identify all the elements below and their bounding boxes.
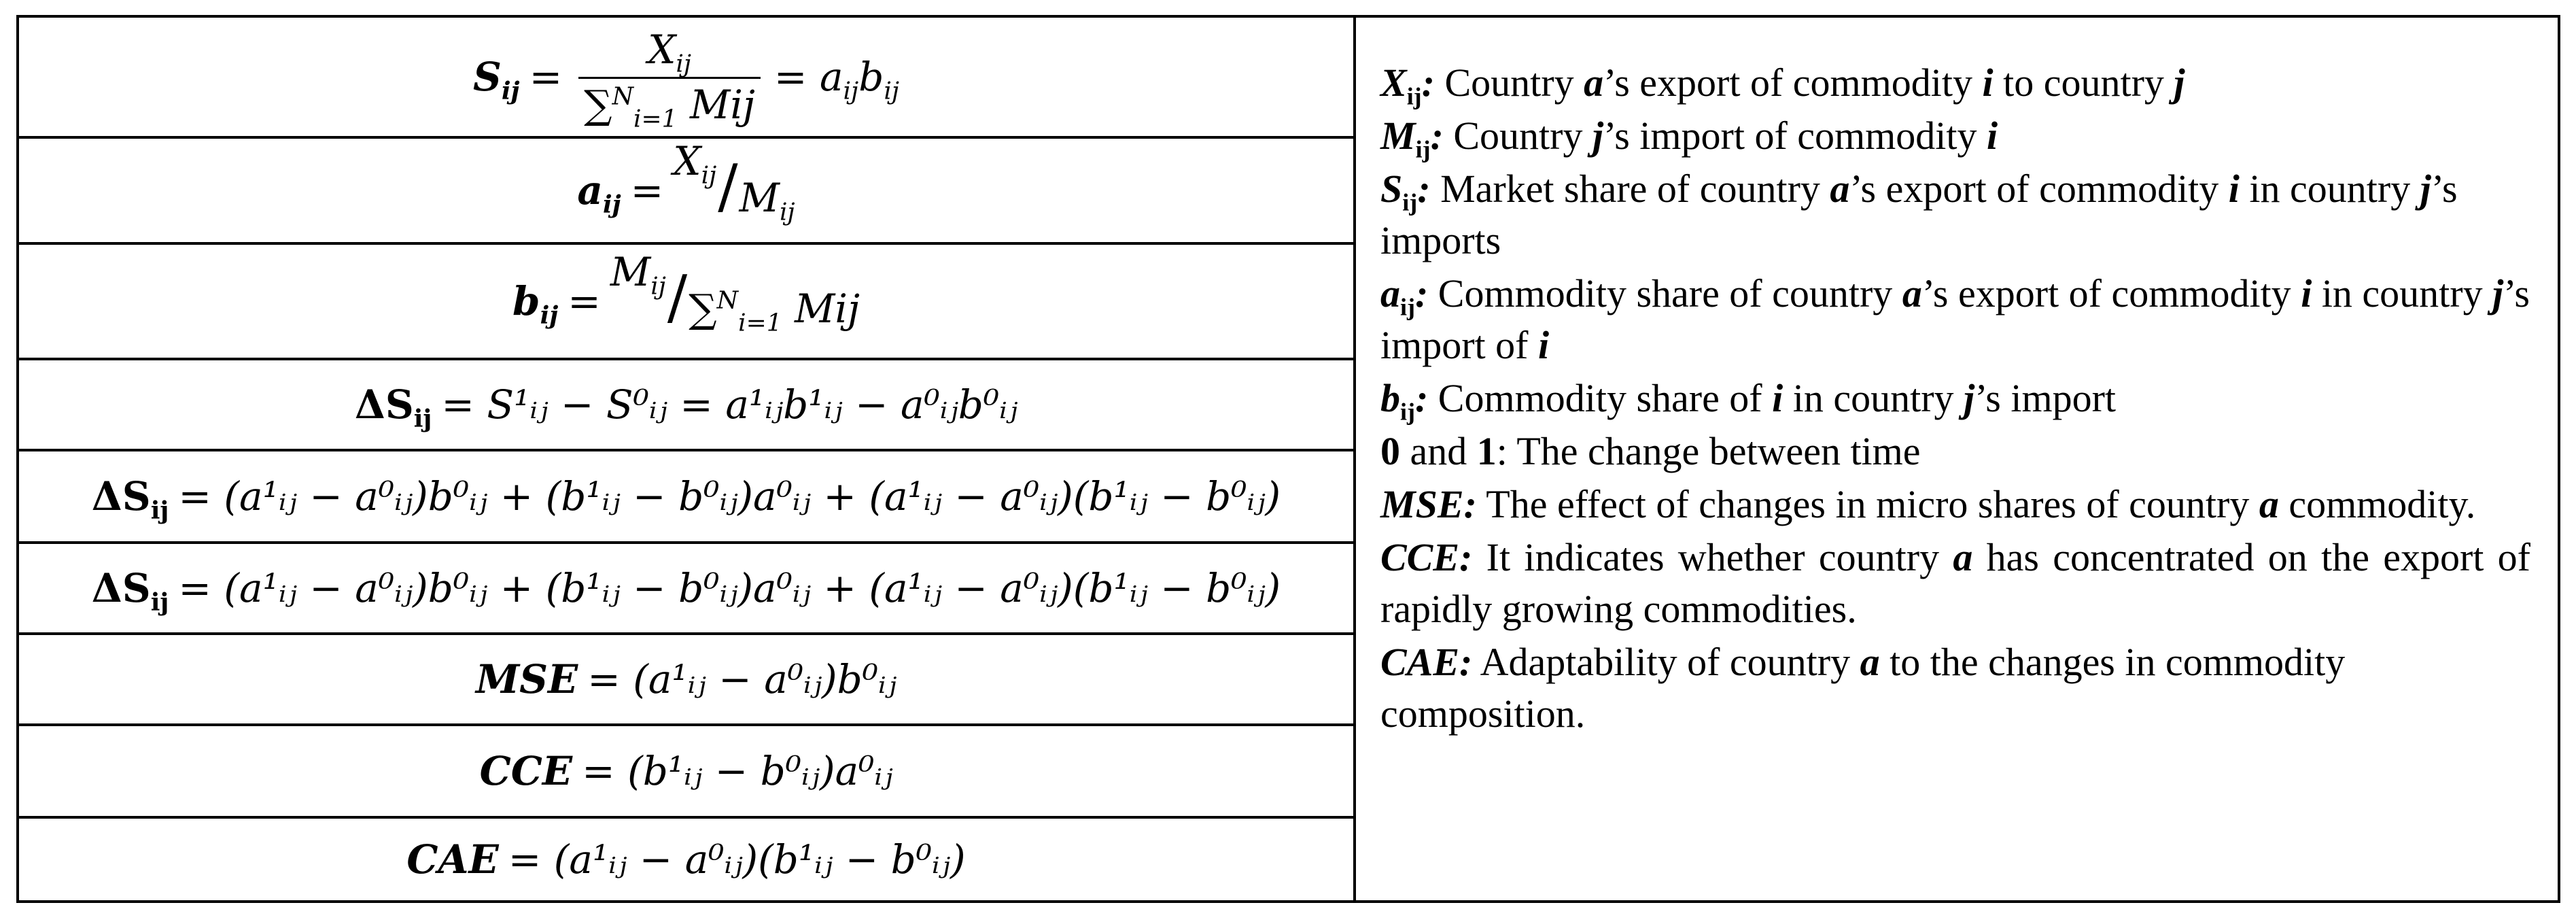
def-var: i [1537, 323, 1550, 367]
equals-sign: = [568, 278, 601, 324]
eq-subscript: ij [701, 161, 717, 190]
equation-delta-s-2 [19, 451, 1353, 544]
def-var: a [1953, 535, 1973, 579]
def-var: j [1592, 114, 1604, 158]
eq-subscript: ij [884, 77, 899, 105]
def-var: i [1772, 376, 1783, 420]
def-var: j [2492, 271, 2504, 315]
eq-symbol: ΔS [91, 473, 151, 519]
def-text: in country [2239, 167, 2420, 211]
eq-subscript: ij [843, 77, 859, 105]
def-text: to country [1993, 61, 2174, 105]
eq-subscript: ij [603, 190, 621, 219]
term-colon: : [1414, 271, 1429, 315]
eq-symbol: X [673, 139, 701, 184]
def-term [1380, 271, 1429, 321]
term-symbol: S [1380, 167, 1403, 211]
eq-subscript: ij [650, 272, 666, 301]
definition-time [1380, 426, 2530, 477]
fraction-numerator [642, 27, 697, 77]
def-var: a [1584, 61, 1604, 105]
definition-s [1380, 163, 2530, 267]
def-text: Market share of country [1430, 167, 1830, 211]
def-text: in country [2312, 271, 2493, 315]
def-var: a [1830, 167, 1850, 211]
def-var: i [2301, 271, 2312, 315]
fraction-numerator [610, 249, 666, 301]
term-symbol: a [1380, 271, 1400, 315]
def-text: commodity. [2278, 482, 2476, 526]
eq-rhs [773, 54, 899, 105]
eq-symbol: M [610, 249, 651, 295]
def-text: Country [1443, 114, 1592, 158]
definition-cce [1380, 532, 2530, 635]
def-var: i [1986, 114, 1998, 158]
def-var: 0 [1380, 429, 1400, 473]
fraction-denominator [739, 175, 795, 226]
eq-symbol: b [858, 54, 884, 100]
def-text: to the changes in commodity composition. [1380, 640, 2346, 736]
definition-mse [1380, 479, 2530, 530]
term-subscript: ij [1406, 82, 1422, 110]
def-text: has concentrated on the export of rapidly growing commodities. [1380, 535, 2530, 631]
eq-lhs [91, 473, 169, 525]
def-text: in country [1783, 376, 1964, 420]
equations-column [19, 18, 1356, 900]
equals-sign: = [529, 54, 563, 100]
def-term [1380, 61, 1435, 110]
definitions-column [1356, 18, 2558, 900]
fraction-denominator [578, 77, 761, 133]
def-text: ’s imports [1380, 167, 2458, 262]
eq-subscript: ij [501, 76, 520, 105]
eq-subscript: ij [540, 301, 559, 330]
fraction [578, 26, 761, 133]
eq-subscript: ij [676, 50, 692, 78]
fraction-slash: / [667, 262, 688, 332]
eq-symbol: ΔS [91, 565, 151, 611]
def-term [1380, 376, 1429, 426]
eq-text: Mij [782, 286, 860, 332]
def-text: : The change between time [1496, 429, 1921, 473]
eq-symbol: b [512, 278, 540, 324]
eq-subscript: ij [779, 198, 795, 226]
eq-subscript: i=1 [738, 309, 782, 337]
equation-market-share [19, 18, 1353, 139]
def-text: ’s import of commodity [1603, 114, 1987, 158]
eq-lhs [91, 565, 169, 617]
def-text: ’s export of commodity [1921, 271, 2301, 315]
term-colon: : [1414, 376, 1429, 420]
sum-symbol: ∑ [689, 286, 717, 332]
eq-rhs: = S¹ᵢⱼ − S⁰ᵢⱼ = a¹ᵢⱼb¹ᵢⱼ − a⁰ᵢⱼb⁰ᵢⱼ [441, 381, 1018, 428]
term-colon: : [1417, 167, 1431, 211]
eq-rhs: = (a¹ᵢⱼ − a⁰ᵢⱼ)b⁰ᵢⱼ [587, 656, 897, 702]
def-text: ’s export of commodity [1849, 167, 2229, 211]
eq-symbol: X [648, 26, 676, 73]
eq-symbol: CAE [406, 836, 499, 883]
eq-subscript: ij [150, 587, 169, 617]
def-var: i [1982, 61, 1994, 105]
eq-subscript: ij [150, 496, 169, 525]
def-term: CCE: [1380, 535, 1473, 579]
formula-table [16, 15, 2560, 903]
equals-sign: = [630, 167, 664, 214]
definition-a [1380, 268, 2530, 371]
eq-rhs: = (a¹ᵢⱼ − a⁰ᵢⱼ)b⁰ᵢⱼ + (b¹ᵢⱼ − b⁰ᵢⱼ)a⁰ᵢⱼ + (a¹ᵢⱼ − a⁰ᵢⱼ)(b¹ᵢⱼ − b⁰ᵢⱼ) [178, 565, 1281, 611]
def-text: It indicates whether country [1472, 535, 1953, 579]
term-symbol: M [1380, 114, 1416, 158]
def-text: Commodity share of country [1428, 271, 1902, 315]
definition-b [1380, 373, 2530, 424]
def-text: and [1400, 429, 1477, 473]
def-term [1380, 114, 1444, 163]
def-var: i [2228, 167, 2240, 211]
equation-delta-s-1 [19, 360, 1353, 451]
def-text: Commodity share of [1428, 376, 1773, 420]
equation-mse [19, 635, 1353, 726]
slash-fraction [610, 249, 860, 337]
sum-symbol: ∑ [584, 81, 612, 128]
eq-symbol: MSE [475, 656, 578, 702]
equation-delta-s-3 [19, 544, 1353, 635]
eq-symbol: ΔS [354, 381, 414, 428]
eq-subscript: ij [413, 404, 432, 433]
def-var: a [2259, 482, 2279, 526]
definition-m [1380, 110, 2530, 162]
def-term [1380, 167, 1431, 216]
term-subscript: ij [1400, 398, 1415, 426]
def-term: CAE: [1380, 640, 1473, 684]
term-colon: : [1421, 61, 1435, 105]
eq-superscript: N [612, 82, 634, 111]
fraction-slash: / [718, 152, 738, 221]
eq-rhs: = (a¹ᵢⱼ − a⁰ᵢⱼ)(b¹ᵢⱼ − b⁰ᵢⱼ) [508, 836, 966, 883]
equation-a [19, 139, 1353, 245]
term-subscript: ij [1415, 135, 1431, 163]
eq-symbol: S [473, 54, 502, 100]
def-var: a [1860, 640, 1880, 684]
eq-rhs: = (b¹ᵢⱼ − b⁰ᵢⱼ)a⁰ᵢⱼ [582, 748, 893, 794]
def-text: ’s import of [1380, 271, 2530, 367]
eq-symbol: a [577, 167, 603, 214]
term-symbol: X [1380, 61, 1407, 105]
eq-subscript: i=1 [633, 105, 678, 133]
fraction-numerator [673, 139, 717, 190]
equation-cce [19, 726, 1353, 819]
term-subscript: ij [1402, 188, 1418, 216]
def-var: 1 [1476, 429, 1497, 473]
term-subscript: ij [1400, 293, 1415, 321]
def-text: ’s import [1974, 376, 2117, 420]
term-colon: : [1430, 114, 1444, 158]
eq-lhs [354, 381, 432, 433]
equation-b [19, 245, 1353, 360]
equation-cae [19, 819, 1353, 900]
eq-text: Mij [677, 81, 755, 128]
def-var: j [2174, 61, 2185, 105]
def-text: Adaptability of country [1472, 640, 1860, 684]
def-var: j [2420, 167, 2431, 211]
eq-symbol: M [739, 175, 780, 221]
def-text: The effect of changes in micro shares of country [1476, 482, 2259, 526]
def-text: ’s export of commodity [1603, 61, 1983, 105]
def-text: Country [1434, 61, 1584, 105]
eq-symbol: CCE [479, 748, 573, 794]
slash-fraction [673, 139, 795, 226]
eq-superscript: N [716, 286, 739, 315]
def-term: MSE: [1380, 482, 1477, 526]
term-symbol: b [1380, 376, 1400, 420]
definition-cae [1380, 636, 2530, 740]
definition-x [1380, 57, 2530, 109]
fraction-denominator [689, 286, 860, 337]
eq-rhs: = (a¹ᵢⱼ − a⁰ᵢⱼ)b⁰ᵢⱼ + (b¹ᵢⱼ − b⁰ᵢⱼ)a⁰ᵢⱼ + (a¹ᵢⱼ − a⁰ᵢⱼ)(b¹ᵢⱼ − b⁰ᵢⱼ) [178, 473, 1281, 519]
eq-text: = a [773, 54, 843, 100]
def-var: j [1964, 376, 1975, 420]
def-var: a [1902, 271, 1922, 315]
